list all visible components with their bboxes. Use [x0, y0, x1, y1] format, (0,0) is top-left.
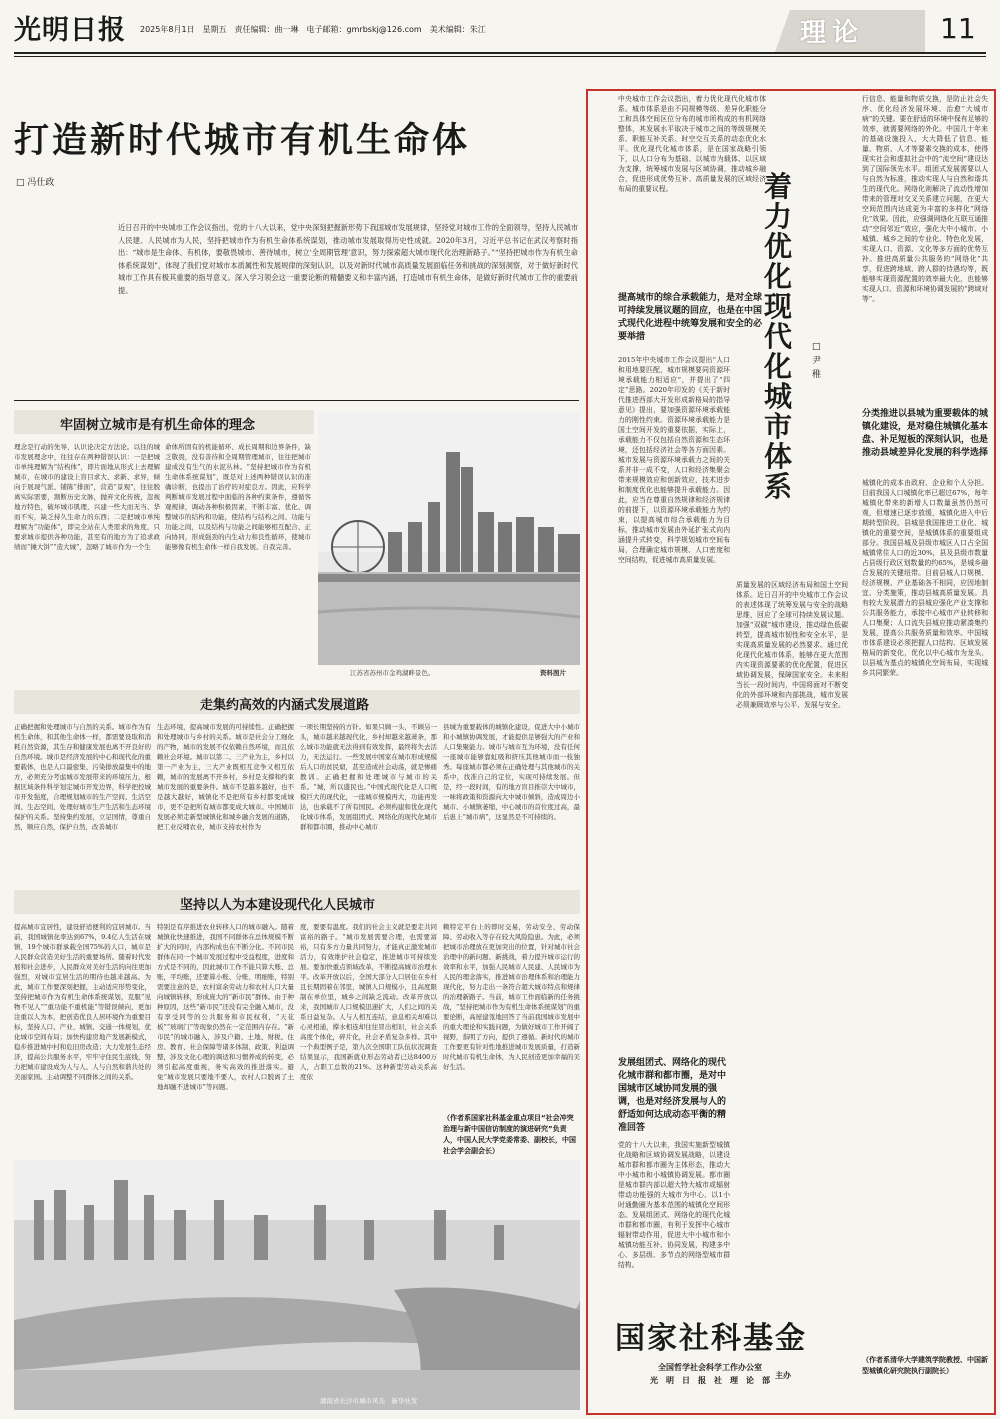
- question-heading: 提高城市的综合承载能力，是对全球可持续发展议题的回应，也是在中国式现代化进程中统筹发展和安全的必要举措: [618, 293, 763, 342]
- question-heading: 发展组团式、网络化的现代化城市群和都市圈，是对中国城市区域协同发展的强调，也是对经济发展与人的舒适如何达成动态平衡的精准回答: [618, 1058, 727, 1133]
- article2-byline: □ 尹稚: [812, 342, 822, 380]
- photo-credit: 资料图片: [540, 669, 566, 677]
- body-column: 一项长期坚持的方针。如果只顾一头，不顾另一头，城市越来越现代化，乡村却越来越萧条，那么城市功能就无法得到有效发挥，最终将失去活力，无法运行。一些发展中国家在城市形成规模后人口的贫民窟，甚至造成社会动荡，就是惨痛教训。正确把握和处理城市与城市的关系。“城，所以盛民也。”中国式现代化是人口规模巨大的现代化，一座城市规模再大，功能再发达，也承载不了所有国民。必须构建和优化现代化城市体系，发展组团式、网络化的现代化城市群和都市圈，推动中心城市: [300, 723, 437, 831]
- newspaper-logo: 光明日报: [14, 15, 126, 46]
- section-heading: 牢固树立城市是有机生命体的理念: [60, 418, 256, 433]
- lead-divider: [14, 400, 579, 401]
- masthead-rule: [14, 52, 986, 54]
- body-column: 行信息、能量和物质交换，是防止社会失序、优化经济发展环境、治愈“大城市病”的关键。要在舒适的环境中保有足够的效率，就需要网络的外化。中国几十年来的基础设施投入，大大降低了信息、能量、物质、人才等要素交换的成本，使得现实社会和虚拟社会中的“流空间”建设达到了国际领先水平。组团式发展需要以人与自然为标准，推动实现人与自然和谐共生的现代化。网络化则解决了流动性增加带来的管理对交叉关系建立问题，在更大空间范围内达成更为丰富的多样化“网络化”效果。因此，应强调网络化互联互通推动“空间邻近”效应，强化大中小城市、小城镇、城乡之间的专业化、特色化发展，实现人口、资源、文化等多方面的优势互补。推进高质量公共服务的“网络化”共享，促进跨地域、跨人群的待遇均等，既能够实现资源配置的效率最大化，也能够实现人口、资源和环境协调发展的“跨域对等”。: [862, 95, 988, 303]
- page-number: 11: [940, 12, 976, 45]
- body-column: 提高城市宜居性，建设舒适便利的宜居城市。当前，我国城镇化率达到67%，9.4亿人生活在城镇，19个城市群承载全国75%的人口，城市是人民群众营造美好生活的重要场所。随着时代发展和社会进步，人民群众对美好生活的向往更加强烈，对城市宜居生活的期待也越来越高。为此，城市工作要深刻把握，主动适应形势变化，坚持把城市作为有机生命体系统谋划，克服“见物不见人”“重功能不重机能”等错误倾向，更加注重以人为本，把创造优良人居环境作为重要目标，坚持人口、产业、城镇、交通一体规划，优化城市空间布局；加快构建房地产发展新模式，稳步推进城中村和危旧房改造；大力发展生态经济，提高公共服务水平，牢牢守住民生底线，努力把城市建设成为人与人、人与自然和谐共处的美丽家园。主动调整不同群体之间的关系。: [14, 923, 151, 1081]
- article-title: 打造新时代城市有机生命体: [14, 121, 471, 161]
- author-note: （作者系清华大学建筑学院教授、中国新型城镇化研究院执行副院长）: [862, 1356, 988, 1375]
- photo-caption: 江苏省苏州市金鸡湖畔景色。: [350, 669, 435, 677]
- body-column: 正确把握和处理城市与自然的关系。城市作为有机生命体，和其他生命体一样，都需要设取和消耗自然资源，其生存和健康发展也离不开良好的自然环境。城市是经济发展的中心和现代化的重要载体，也是人口最密集、污染排放最集中的地方，必须充分考虑城市发展带来的环境压力，根据区域条件科学划定城市开发边界，科学把控城市开发强度，合理规划城市的生产空间、生活空间、生态空间，处理好城市生产生活和生态环境保护的关系。坚持集约发展，立足国情，尊重自然，顺应自然，保护自然，改善城市: [14, 723, 151, 831]
- body-column: 质量发展的区域经济布局和国土空间体系。近日召开的中央城市工作会议的表述体现了统筹发展与安全的战略思维，回应了全球可持续发展议题。加强“双碳”城市建设，推动绿色低碳转型，提高城市韧性和安全水平，是实现高质量发展的必然要求。通过优化现代化城市体系，能够在更大范围内实现资源要素的优化配置，促进区域协调发展，保障国家安全。未来相当长一段时间内，中国将面对不断变化的外部环境和内部挑战，城市发展必须兼顾效率与公平、发展与安全。: [736, 581, 848, 709]
- fund-host: 主办: [775, 1371, 791, 1380]
- section-heading: 走集约高效的内涵式发展道路: [200, 698, 370, 713]
- fund-organizers: 全国哲学社会科学工作办公室 光 明 日 报 社 理 论 部: [650, 1363, 770, 1385]
- author-note: （作者系国家社科基金重点项目“社会冲突治理与新中国信访制度的演进研究”负责人，中国人民大学党委常委、副校长，中国社会学会副会长）: [443, 1114, 576, 1155]
- body-column: 城镇化的成本由政府、企业和个人分担。目前我国人口城镇化率已超过67%，每年城镇化带来的新增人口数量虽然仍然可观，但增速已逐步放缓，城镇化进入中后期转型阶段。县城是我国推进工业化、城镇化的重要空间，是城镇体系的重要组成部分。我国县城及县级市城区人口占全国城镇常住人口的近30%，县及县级市数量占县级行政区划数量的约65%，是城乡融合发展的关键纽带。目前县城人口规模、经济规模、产业基础各不相同，应因地制宜、分类施策，推动县城高质量发展。具有较大发展潜力的县城应强化产业支撑和公共服务能力，承接中心城市产业转移和人口集聚；人口流失县城应推动紧凑集约发展，提高公共服务质量和效率。中国城市体系建设必须把握人口结构、区域发展格局的新变化，优化以中心城市为龙头、以县城为基点的城镇化空间布局，实现城乡共同繁荣。: [862, 479, 988, 677]
- body-column: 理念是行动的先导，认识论决定方法论。以往的城市发展理念中，往往存在两种错误认识：一是把城市单纯理解为“结构体”，即片面地从形式上去理解城市，在城市的建设上盲目求大、求新、求异，倾向于展现气派、铺陈“排面”，营造“景观”，往往脱离实际需要，割断历史文脉，抛弃文化传统，忽视地方特色，破坏城市肌理，兴建一些大而无当、华而不实，缺乏持久生命力的东西；二是把城市单纯理解为“功能体”，即完全站在人类需求的角度，只要求城市提供各种功能，甚至有的地方为了追求政绩而“摊大饼”“造大城”，忽略了城市作为一个生: [14, 443, 160, 551]
- question-heading: 分类推进以县城为重要载体的城镇化建设，是对稳住城镇化基本盘、补足短板的深刻认识，也是推动县域差异化发展的科学选择: [862, 409, 989, 458]
- masthead-rule-thin: [14, 56, 986, 57]
- section-heading: 坚持以人为本建设现代化人民城市: [180, 898, 376, 913]
- article2-title: 着 力 优 化 现 代 化 城 市 体 系: [763, 170, 792, 503]
- body-column: 赖特定平台上的即时交易，劳动安全、劳动保障、劳动收入等存在较大风险隐患。为此，必须把城市治理放在更加突出的位置，针对城市社会治理中的新问题、新挑战，着力提升城市运行的效率和水平，加强人民城市人民建、人民城市为人民的理念落实，推进城市治理体系和治理能力现代化，努力走出一条符合超大城市特点和规律的治理新路子。当前，城市工作面临新的任务挑战，“坚持把城市作为有机生命体系统谋划”的重要论断，高屋建瓴地回答了当前我国城市发展中的重大理论和实践问题，为做好城市工作开阔了视野，指明了方向，提供了遵循。新时代的城市工作要更有针对性地推进城市发展质量，打造新时代城市有机生命体，为人民创造更加幸福的美好生活。: [443, 923, 580, 1071]
- body-column: 党的十八大以来，我国实施新型城镇化战略和区域协调发展战略，以建设城市群和都市圈为主体形态，推动大中小城市和小城镇协调发展。都市圈是城市群内部以超大特大城市或辐射带动功能强的大城市为中心、以1小时通勤圈为基本范围的城镇化空间形态。发展组团式、网络化的现代化城市群和都市圈，有利于发挥中心城市辐射带动作用，促进大中小城市和小城镇功能互补、协同发展，构建多中心、多层级、多节点的网络型城市群结构。: [618, 1141, 730, 1269]
- body-column: 命体所固有的机能循环、成长周期和边界条件，缺乏敬畏，没有善待和全周期管理城市，往往把城市建成没有生气的水泥丛林。“坚持把城市作为有机生命体系统谋划”，既是对上述两种错误认识的准确诊断，也提出了治疗的对症良方。因此，应科学判断城市发展过程中面临的各种约束条件，遵循客观规律，调动各种积极因素，不断丰富、优化、调整城市的结构和功能，使结构与结构之间、功能与功能之间，以及结构与功能之间能够相互配合、正向协同，形成强劲的内生动力和良性循环，使城市能够像有机生命体一样自我发展、自我完善。: [165, 443, 311, 551]
- article2-intro: 中央城市工作会议指出，着力优化现代化城市体系。城市体系是由不同规模等级、差异化职能分工和具体空间区位分布的城市所构成的有机网络整体，其发展水平取决于城市之间的等级规模关系、职能互补关系、时空交互关系的动态优化水平。优化现代化城市体系，是在国家战略引领下，以人口分布为基础、以城市为载体、以区域为支撑，统筹城市发展与区域协调，推动城乡融合，促进形成优势互补、高质量发展的区域经济布局的重要议程。: [618, 95, 766, 193]
- article-lead: 近日召开的中央城市工作会议指出，党的十八大以来，党中央深刻把握新形势下我国城市发展规律，坚持党对城市工作的全面领导，坚持人民城市人民建、人民城市为人民，坚持把城市作为有机生命体系统谋划，推动城市发展取得历史性成就。2020年3月，习近平总书记在武汉考察时指出：“城市是生命体、有机体，要敬畏城市、善待城市，树立‘全周期管理’意识，努力探索超大城市现代化治理新路子。”“坚持把城市作为有机生命体系统谋划”，体现了我们党对城市本质属性和发展规律的深刻认识，以及对新时代城市高质量发展面临任务和挑战的深刻洞察，对于做好新时代城市工作具有极其重要的指导意义。深入学习领会这一重要论断的精髓要义和丰富内涵，打造城市有机生命体，是做好新时代城市工作的重要前提。: [118, 223, 578, 295]
- suzhou-skyline-photo: [318, 412, 580, 665]
- body-column: 生态环境，提高城市发展的可持续性。正确把握和处理城市与乡村的关系。城市是社会分工细化的产物，城市的发展不仅依赖自然环境，而且依赖社会环境。城市以第二、三产业为主，乡村以第一产业为主，三大产业既相互竞争又相互依赖，城市的发展离不开乡村，乡村是支撑和约束城市发展的重要条件。城市不是越多越好，也不是越大越好，城镇化不是把所有乡村都变成城市，更不是把所有城市都变成大城市。中国城市发展必须走新型城镇化和城乡融合发展的道路，把工业反哺农业，城市支持农村作为: [157, 723, 294, 831]
- body-column: 县城为重要载体的城镇化建设，促进大中小城市和小城镇协调发展，才能提供足够强大的产业和人口集聚能力。城市与城市互为环境，没有任何一座城市能够靠虹吸和挤压其他城市而一枝独秀。每座城市都必须在正确处理与其他城市的关系中，找准自己的定位，实现可持续发展。但是，经一段时间，有的地方盲目推崇大中城市，一味将政策和资源向大中城市倾斜，造成周边小城市、小城镇萎缩，中心城市的首位度过高，最后患上“城市病”，这显然是不可持续的。: [443, 723, 580, 821]
- photo-caption: 湖南省长沙市城市风光 新华社发: [320, 1397, 418, 1405]
- article-byline: □ 冯仕政: [16, 178, 55, 188]
- body-column: 2015年中央城市工作会议提出“人口和用地要匹配，城市规模要同资源环境承载能力相适应”，并提出了“四定”思路。2020年印发的《关于新时代推进西部大开发形成新格局的指导意见》提出，要加强资源环境承载能力的刚性约束。资源环境承载能力是国土空间开发的重要依据，实际上，承载能力不仅包括自然资源和生态环境，还包括经济社会等各方面因素。城市发展与资源环境承载力之间的关系并非一成不变，人口和经济集聚会带来规模效应和创新效应，技术进步和制度优化也能够提升承载能力。因此，应当在尊重自然规律和经济规律的前提下，以资源环境承载能力为约束，以提高城市综合承载能力为目标，推动城市发展由外延扩张式向内涵提升式转变，科学规划城市空间布局，合理确定城市规模、人口密度和空间结构，促进城市高质量发展。: [618, 356, 730, 564]
- masthead-info: 2025年8月1日 星期五 责任编辑：曲一琳 电子邮箱：gmrbskj@126.com 美术编辑：朱江: [140, 25, 486, 34]
- body-column: 特别是有序推进农业转移人口的城市融入。随着城镇化快速推进，我国不同群体在总体规模不断扩大的同时，内部构成也在不断分化。不同市民群体在同一个城市发展过程中受益程度，进度和方式是不同的，因此城市工作不能只算大账、总账，平均账，还要算小账、分账、明细账，特别需要注意的是，农村富余劳动力和农村人口大量向城镇转移，形成庞大的“新市民”群体。由于种种原因，这些“新市民”还没有完全融入城市，没有享受同等的公共服务和市民权利，“天花板”“玻璃门”等现象仍然在一定范围内存在。“新市民”的城市融入，涉及户籍、土地、财税、住房、教育、社会保障等诸多体制、政策、利益调整，涉及文化心理的调适和习惯养成的转变，必须引起高度重视，务实高效的推进落实。避免“城市发展只要地不要人，农村人口脱离了土地却融不进城市”等问题。: [157, 923, 294, 1091]
- fund-logo: 国家社科基金: [615, 1321, 807, 1356]
- section-name: 理论: [800, 18, 865, 48]
- body-column: 度，要要有温度。我们的社会主义就是要走共同富裕的路子。“城市发展需要合理，也需要富裕，只有多方力量共同努力，才能真正激发城市活力，有效维护社会稳定，推进城市可持续发展。要加快重点领域改革，不断提高城市治理水平。改革开放以后，全国大部分人口居住在乡村且长期固着在邻里，城镇人口规模小，且高度限制在单位里，城乡之间缺乏流动。改革开放以来，我国城市人口规模迅速扩大，人们之间的关系日益复杂。人与人相互连结，意息相关却难以心灵相通，撑水相连却往往冒出相识，社会关系高度个体化，碎片化，社会矛盾复杂多样。其中一个典型例子是，第九次全国职工队伍状况调查结果显示，我国新就业形态劳动者已达8400万人，占职工总数的21%。这种新型劳动关系高度依: [300, 923, 437, 1081]
- changsha-aerial-photo: [14, 1160, 580, 1410]
